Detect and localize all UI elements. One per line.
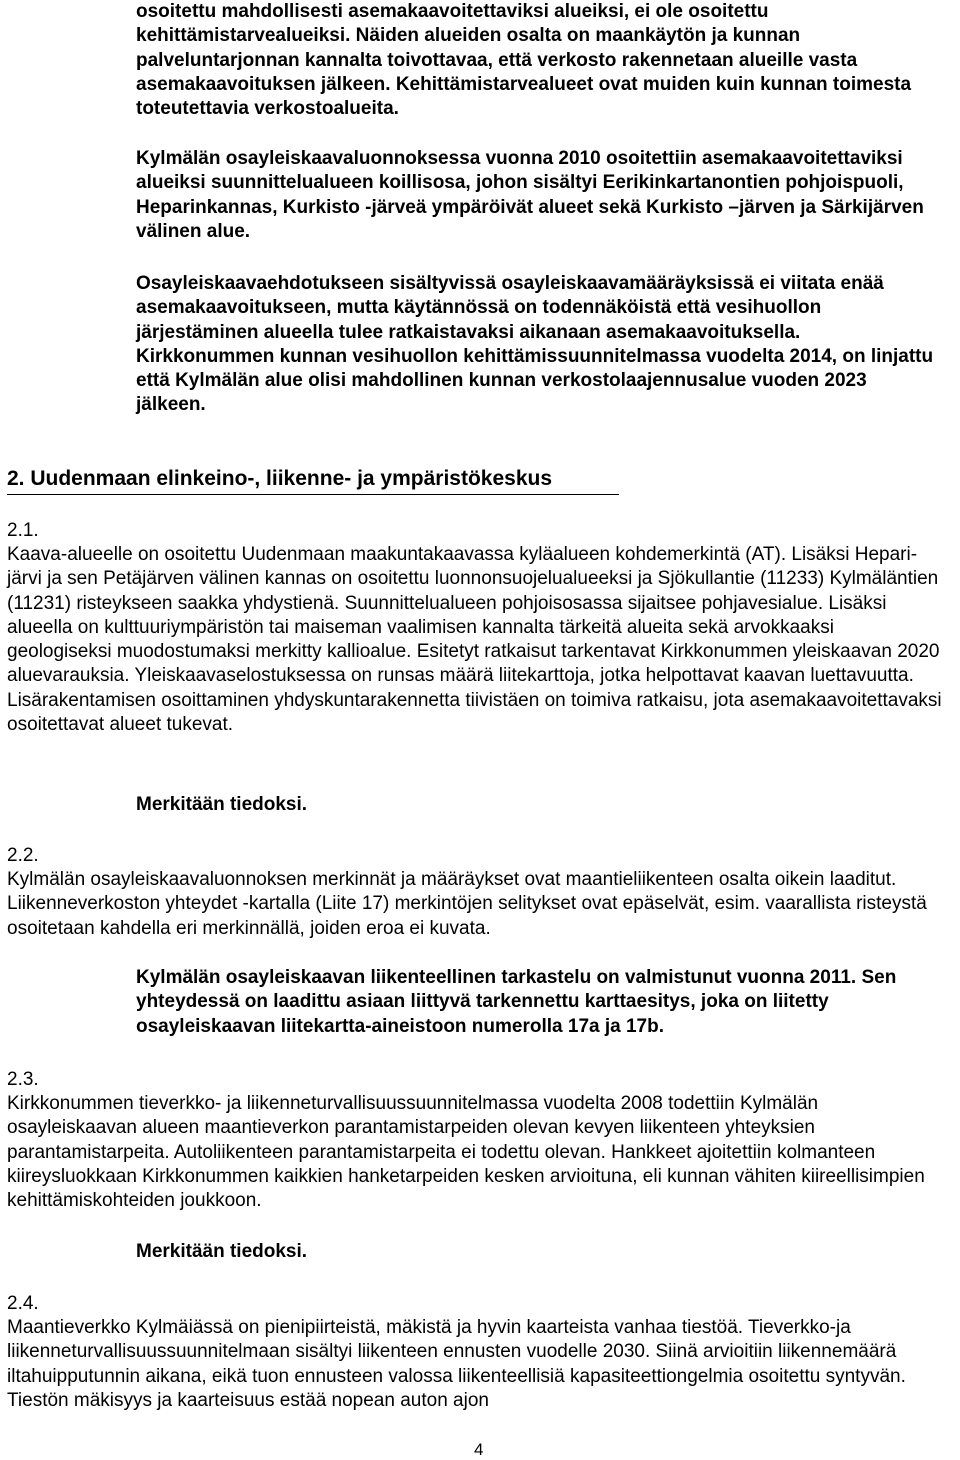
page-number: 4 bbox=[474, 1440, 484, 1459]
item-text-2-4: Maantieverkko Kylmäiässä on pienipiirteistä, mäkistä ja hyvin kaarteista vanhaa tiestöä. Tieverkko-ja liikenneturvallisuussuunnitelmaan sisältyi liikenteen ennusten vuodelle 2030. Siinä arvioitiin liikennemäärä iltahuipputunnin aikana, eikä tuon ennusteen valossa liikenteellisiä kapasiteettiongelmia osoitettu syntyvän. Tiestön mäkisyys ja kaarteisuus estää nopean auton ajon bbox=[7, 1317, 906, 1411]
paragraph-network-areas: osoitettu mahdollisesti asemakaavoitettaviksi alueiksi, ei ole osoitettu kehittämistarvealueiksi. Näiden alueiden osalta on maankäytön ja kunnan palveluntarjonnan kannalta toivottavaa, että verkosto rakennetaan alueille vasta asemakaavoituksen jälkeen. Kehittämistarvealueet ovat muiden kuin kunnan toimesta toteutettavia verkostoalueita. bbox=[136, 1, 912, 120]
item-number-2-4: 2.4. bbox=[7, 1293, 39, 1314]
response-2-1: Merkitään tiedoksi. bbox=[136, 794, 308, 815]
paragraph-draft-2010: Kylmälän osayleiskaavaluonnoksessa vuonna 2010 osoitettiin asemakaavoitettaviksi alueiksi suunnittelualueen koillisosa, johon sisältyi Eerikinkartanontien pohjoispuoli, Heparinkannas, Kurkisto -järveä ympäröivät alueet sekä Kurkisto –järven ja Särkijärven välinen alue. bbox=[136, 148, 924, 242]
item-text-2-2: Kylmälän osayleiskaavaluonnoksen merkinnät ja määräykset ovat maantieliikenteen osalta oikein laaditut. Liikenneverkoston yhteydet -kartalla (Liite 17) merkintöjen selitykset ovat epäselvät, esim. vaarallista risteystä osoitetaan kahdella eri merkinnällä, joiden eroa ei kuvata. bbox=[7, 869, 927, 939]
paragraph-proposal-water: Osayleiskaavaehdotukseen sisältyvissä osayleiskaavamääräyksissä ei viitata enää asemakaavoitukseen, mutta käytännössä on todennäköistä että vesihuollon järjestäminen alueella tulee ratkaistavaksi aikanaan asemakaavoituksella. Kirkkonummen kunnan vesihuollon kehittämissuunnitelmassa vuodelta 2014, on linjattu että Kylmälän alue olisi mahdollinen kunnan verkostolaajennusalue vuoden 2023 jälkeen. bbox=[136, 273, 934, 416]
response-2-2: Kylmälän osayleiskaavan liikenteellinen tarkastelu on valmistunut vuonna 2011. Sen yhteydessä on laadittu asiaan liittyvä tarkennettu karttaesitys, joka on liitetty osayleiskaavan liitekartta-aineistoon numerolla 17a ja 17b. bbox=[136, 967, 897, 1037]
section-heading: 2. Uudenmaan elinkeino-, liikenne- ja ympäristökeskus bbox=[7, 466, 619, 495]
item-number-2-3: 2.3. bbox=[7, 1069, 39, 1090]
item-text-2-3: Kirkkonummen tieverkko- ja liikenneturvallisuussuunnitelmassa vuodelta 2008 todettiin Kylmälän osayleiskaavan alueen maantieverkon parantamistarpeiden olevan kevyen liikenteen yhteyksien parantamistarpeita. Autoliikenteen parantamistarpeita ei todettu olevan. Hankkeet ajoitettiin kolmanteen kiireysluokkaan Kirkkonummen kaikkien hanketarpeiden kesken arvioituna, eli kunnan vähiten kiireellisimpien kehittämiskohteiden joukkoon. bbox=[7, 1093, 925, 1212]
item-number-2-1: 2.1. bbox=[7, 520, 39, 541]
response-2-3: Merkitään tiedoksi. bbox=[136, 1241, 308, 1262]
item-text-2-1: Kaava-alueelle on osoitettu Uudenmaan maakuntakaavassa kyläalueen kohdemerkintä (AT). Lisäksi Hepari-järvi ja sen Petäjärven välinen kannas on osoitettu luonnonsuojelualueeksi ja Sjökullantie (11233) Kylmäläntien (11231) risteykseen saakka yhdystienä. Suunnittelualueen pohjoisosassa sijaitsee pohjavesialue. Lisäksi alueella on kulttuuriympäristön tai maiseman vaalimisen kannalta tärkeitä alueita sekä arvokkaaksi geologiseksi muodostumaksi merkitty kallioalue. Esitetyt ratkaisut tarkentavat Kirkkonummen yleiskaavan 2020 aluevarauksia. Yleiskaavaselostuksessa on runsas määrä liitekarttoja, jotka helpottavat kaavan luettavuutta. Lisärakentamisen osoittaminen yhdyskuntarakennetta tiivistäen on toimiva ratkaisu, jota asemakaavoitettavaksi osoitettavat alueet tukevat. bbox=[7, 544, 942, 736]
item-number-2-2: 2.2. bbox=[7, 845, 39, 866]
